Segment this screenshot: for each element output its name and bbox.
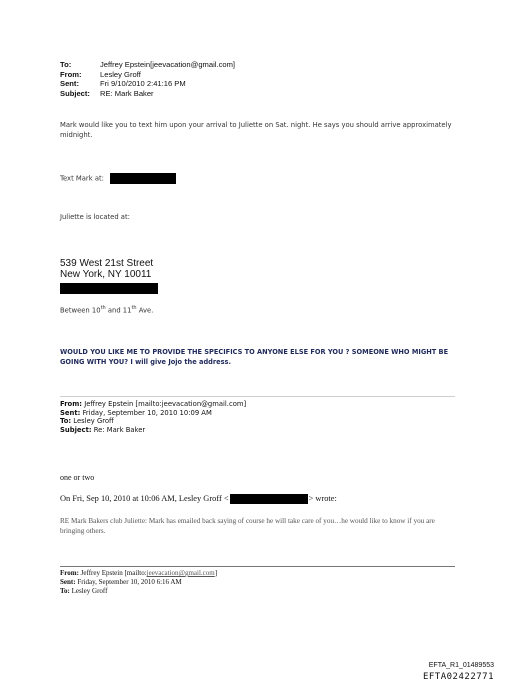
attribution-text: On Fri, Sep 10, 2010 at 10:06 AM, Lesley Groff < (60, 494, 229, 503)
fwd-subject-value: Re: Mark Baker (93, 425, 146, 434)
between-text: Between 10 (60, 306, 101, 315)
fwd-sent-label: Sent: (60, 408, 81, 417)
sent-label: Sent: (60, 79, 79, 89)
between-streets (60, 303, 153, 315)
fwd2-sent-value: Friday, September 10, 2010 6:16 AM (77, 578, 182, 586)
question-paragraph: WOULD YOU LIKE ME TO PROVIDE THE SPECIFICS TO ANYONE ELSE FOR YOU ? SOMEONE WHO MIGHT BE GOING WITH YOU? I will give Jojo the address. (60, 348, 449, 366)
fwd2-to-value: Lesley Groff (71, 587, 108, 595)
email-header (60, 60, 235, 98)
fwd-from-label: From: (60, 400, 83, 408)
from-value: Lesley Groff (100, 69, 141, 79)
reply-attribution (60, 494, 337, 504)
to-value: Jeffrey Epstein[jeevacation@gmail.com] (100, 60, 236, 69)
fwd2-from-end: ] (214, 569, 218, 577)
fwd-to-label: To: (60, 417, 72, 426)
divider (60, 396, 455, 397)
fwd-from-value: Jeffrey Epstein [mailto:jeevacation@gmail.com] (84, 400, 247, 408)
text-mark-label: Text Mark at: (60, 174, 104, 183)
redaction-bar (110, 173, 176, 184)
bates-stamp-2: EFTA02422771 (422, 672, 494, 682)
fwd-sent-value: Friday, September 10, 2010 10:09 AM (82, 408, 212, 417)
fwd2-from-label: From: (60, 569, 79, 577)
reply-text: one or two (60, 473, 95, 482)
subject-value: RE: Mark Baker (100, 88, 154, 98)
between-text: and 11 (105, 306, 132, 315)
bates-stamp-1: EFTA_R1_01489553 (428, 662, 494, 669)
body-paragraph: Mark would like you to text him upon your arrival to Juliette on Sat. night. He says you should arrive approximately midnight. (60, 121, 452, 139)
forwarded-header-2 (60, 569, 217, 596)
quoted-message: RE Mark Bakers club Juliette: Mark has emailed back saying of course he will take care of you…he would like to know if you are bringing others. (60, 517, 435, 535)
fwd2-from-name: Jeffrey Epstein [mailto: (80, 569, 147, 577)
sent-value: Fri 9/10/2010 2:41:16 PM (100, 79, 186, 89)
address-line-1: 539 West 21st Street (60, 258, 154, 269)
fwd2-sent-label: Sent: (60, 578, 76, 586)
redaction-bar (230, 494, 308, 504)
fwd2-to-label: To: (60, 587, 70, 595)
ordinal-suffix: th (131, 305, 137, 311)
subject-label: Subject: (60, 88, 90, 98)
fwd2-email-link[interactable]: jeevacation@gmail.com (146, 569, 215, 577)
divider (60, 566, 455, 567)
address-line-2: New York, NY 10011 (60, 269, 152, 280)
attribution-text: > wrote: (308, 494, 337, 503)
text-mark-line (60, 173, 176, 184)
juliette-location-label: Juliette is located at: (60, 213, 130, 221)
redaction-bar (60, 283, 158, 294)
fwd-subject-label: Subject: (60, 425, 92, 434)
ordinal-suffix: th (100, 305, 106, 311)
fwd-to-value: Lesley Groff (73, 417, 114, 426)
to-label: To: (60, 60, 72, 69)
forwarded-header-1 (60, 400, 246, 434)
between-text: Ave. (136, 306, 154, 315)
from-label: From: (60, 69, 82, 79)
